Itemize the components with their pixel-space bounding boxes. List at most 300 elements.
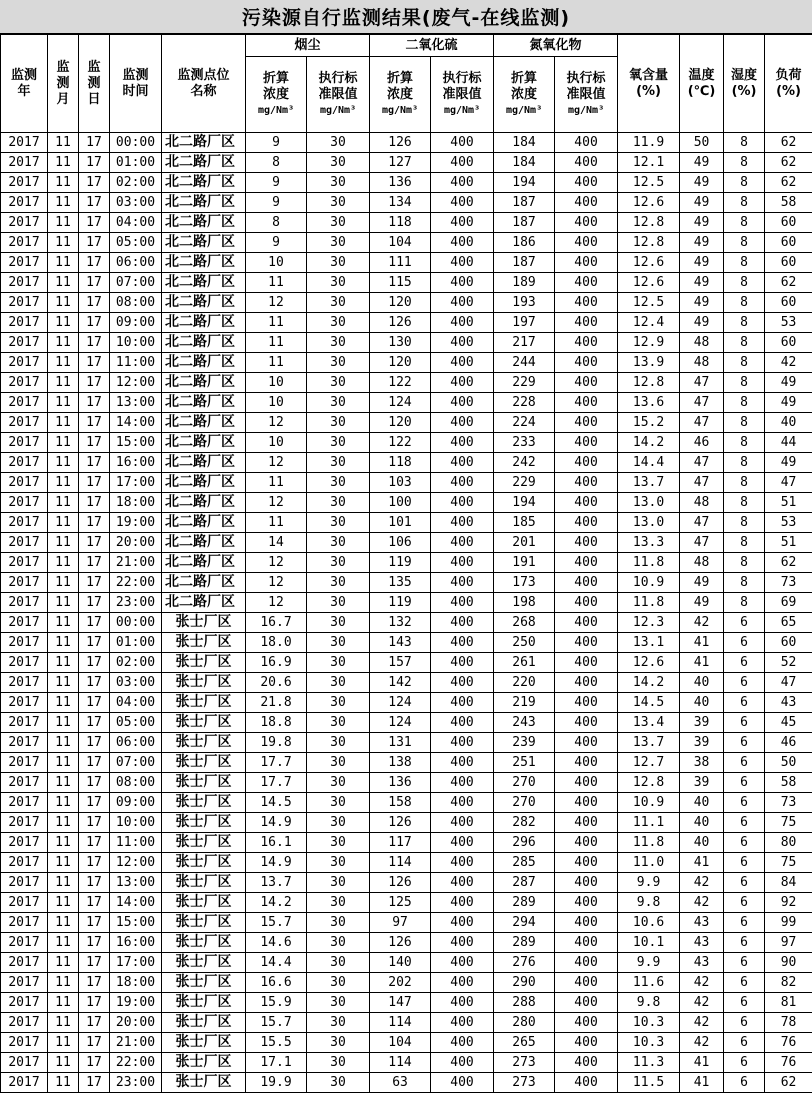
- cell-dust-conc: 10: [246, 373, 307, 393]
- cell-humidity: 8: [724, 513, 765, 533]
- cell-dust-conc: 9: [246, 133, 307, 153]
- header-humidity: 湿度 (%): [724, 35, 765, 133]
- cell-load: 62: [765, 1073, 812, 1093]
- cell-temp: 46: [680, 433, 724, 453]
- cell-so2-conc: 104: [370, 233, 431, 253]
- cell-nox-conc: 294: [494, 913, 555, 933]
- cell-day: 17: [79, 793, 110, 813]
- cell-oxygen: 13.0: [618, 513, 680, 533]
- cell-point: 北二路厂区: [162, 233, 246, 253]
- cell-load: 60: [765, 293, 812, 313]
- cell-dust-limit: 30: [307, 593, 370, 613]
- cell-day: 17: [79, 953, 110, 973]
- table-row: [1, 273, 812, 293]
- cell-dust-conc: 14.9: [246, 813, 307, 833]
- cell-load: 62: [765, 153, 812, 173]
- cell-year: 2017: [1, 513, 48, 533]
- cell-humidity: 6: [724, 653, 765, 673]
- cell-year: 2017: [1, 553, 48, 573]
- table-row: [1, 373, 812, 393]
- cell-dust-limit: 30: [307, 533, 370, 553]
- cell-dust-limit: 30: [307, 733, 370, 753]
- cell-time: 20:00: [110, 533, 162, 553]
- cell-oxygen: 9.9: [618, 873, 680, 893]
- cell-point: 张士厂区: [162, 673, 246, 693]
- table-row: [1, 853, 812, 873]
- cell-so2-limit: 400: [431, 1053, 494, 1073]
- cell-so2-conc: 131: [370, 733, 431, 753]
- cell-temp: 43: [680, 953, 724, 973]
- cell-nox-conc: 285: [494, 853, 555, 873]
- table-row: [1, 453, 812, 473]
- cell-dust-limit: 30: [307, 933, 370, 953]
- cell-point: 张士厂区: [162, 733, 246, 753]
- cell-oxygen: 10.3: [618, 1013, 680, 1033]
- cell-load: 62: [765, 133, 812, 153]
- cell-humidity: 6: [724, 973, 765, 993]
- cell-day: 17: [79, 593, 110, 613]
- cell-so2-conc: 122: [370, 433, 431, 453]
- table-row: [1, 653, 812, 673]
- cell-load: 69: [765, 593, 812, 613]
- cell-time: 13:00: [110, 873, 162, 893]
- cell-day: 17: [79, 1073, 110, 1093]
- cell-oxygen: 14.4: [618, 453, 680, 473]
- cell-humidity: 8: [724, 133, 765, 153]
- cell-day: 17: [79, 713, 110, 733]
- cell-day: 17: [79, 573, 110, 593]
- header-year: 监测 年: [1, 35, 48, 133]
- cell-point: 张士厂区: [162, 833, 246, 853]
- cell-year: 2017: [1, 153, 48, 173]
- cell-nox-conc: 273: [494, 1073, 555, 1093]
- cell-humidity: 8: [724, 253, 765, 273]
- cell-so2-limit: 400: [431, 353, 494, 373]
- cell-so2-conc: 122: [370, 373, 431, 393]
- cell-load: 75: [765, 813, 812, 833]
- cell-nox-conc: 229: [494, 473, 555, 493]
- cell-nox-conc: 289: [494, 893, 555, 913]
- cell-year: 2017: [1, 773, 48, 793]
- cell-nox-conc: 280: [494, 1013, 555, 1033]
- cell-humidity: 6: [724, 633, 765, 653]
- cell-so2-limit: 400: [431, 993, 494, 1013]
- cell-so2-conc: 126: [370, 133, 431, 153]
- cell-year: 2017: [1, 333, 48, 353]
- cell-load: 42: [765, 353, 812, 373]
- cell-point: 张士厂区: [162, 1033, 246, 1053]
- cell-dust-limit: 30: [307, 753, 370, 773]
- cell-humidity: 8: [724, 313, 765, 333]
- cell-so2-limit: 400: [431, 253, 494, 273]
- table-row: [1, 193, 812, 213]
- cell-dust-conc: 14.9: [246, 853, 307, 873]
- cell-oxygen: 10.6: [618, 913, 680, 933]
- cell-month: 11: [48, 813, 79, 833]
- cell-month: 11: [48, 213, 79, 233]
- cell-nox-conc: 270: [494, 773, 555, 793]
- cell-temp: 39: [680, 733, 724, 753]
- cell-time: 17:00: [110, 953, 162, 973]
- cell-nox-limit: 400: [555, 493, 618, 513]
- cell-dust-limit: 30: [307, 633, 370, 653]
- cell-so2-limit: 400: [431, 773, 494, 793]
- table-row: [1, 813, 812, 833]
- table-row: [1, 793, 812, 813]
- cell-dust-conc: 12: [246, 553, 307, 573]
- cell-time: 08:00: [110, 773, 162, 793]
- cell-dust-limit: 30: [307, 873, 370, 893]
- cell-dust-conc: 12: [246, 293, 307, 313]
- header-so2-conc: 折算 浓度 mg/Nm³: [370, 57, 431, 133]
- cell-time: 11:00: [110, 833, 162, 853]
- cell-nox-limit: 400: [555, 253, 618, 273]
- table-row: [1, 413, 812, 433]
- cell-month: 11: [48, 273, 79, 293]
- cell-time: 00:00: [110, 613, 162, 633]
- cell-oxygen: 15.2: [618, 413, 680, 433]
- cell-load: 81: [765, 993, 812, 1013]
- cell-temp: 49: [680, 233, 724, 253]
- cell-time: 03:00: [110, 193, 162, 213]
- cell-humidity: 8: [724, 173, 765, 193]
- cell-day: 17: [79, 973, 110, 993]
- cell-humidity: 6: [724, 1033, 765, 1053]
- cell-so2-conc: 124: [370, 393, 431, 413]
- cell-year: 2017: [1, 1053, 48, 1073]
- table-row: [1, 733, 812, 753]
- cell-nox-conc: 184: [494, 133, 555, 153]
- cell-day: 17: [79, 273, 110, 293]
- cell-so2-conc: 130: [370, 333, 431, 353]
- cell-year: 2017: [1, 473, 48, 493]
- cell-nox-limit: 400: [555, 473, 618, 493]
- cell-humidity: 6: [724, 853, 765, 873]
- table-row: [1, 493, 812, 513]
- table-row: [1, 313, 812, 333]
- cell-dust-conc: 14.4: [246, 953, 307, 973]
- cell-month: 11: [48, 533, 79, 553]
- cell-humidity: 8: [724, 473, 765, 493]
- cell-temp: 39: [680, 773, 724, 793]
- cell-year: 2017: [1, 853, 48, 873]
- cell-time: 22:00: [110, 1053, 162, 1073]
- cell-load: 40: [765, 413, 812, 433]
- cell-year: 2017: [1, 873, 48, 893]
- cell-so2-limit: 400: [431, 433, 494, 453]
- cell-day: 17: [79, 1053, 110, 1073]
- cell-day: 17: [79, 773, 110, 793]
- cell-temp: 48: [680, 333, 724, 353]
- cell-so2-conc: 120: [370, 293, 431, 313]
- cell-temp: 42: [680, 613, 724, 633]
- cell-day: 17: [79, 453, 110, 473]
- cell-so2-conc: 142: [370, 673, 431, 693]
- header-nox-limit: 执行标 准限值 mg/Nm³: [555, 57, 618, 133]
- cell-load: 90: [765, 953, 812, 973]
- cell-so2-limit: 400: [431, 893, 494, 913]
- cell-nox-conc: 229: [494, 373, 555, 393]
- cell-nox-limit: 400: [555, 173, 618, 193]
- cell-dust-limit: 30: [307, 453, 370, 473]
- cell-day: 17: [79, 853, 110, 873]
- cell-humidity: 8: [724, 333, 765, 353]
- cell-year: 2017: [1, 813, 48, 833]
- cell-load: 75: [765, 853, 812, 873]
- cell-load: 60: [765, 233, 812, 253]
- cell-load: 92: [765, 893, 812, 913]
- cell-month: 11: [48, 573, 79, 593]
- cell-day: 17: [79, 1013, 110, 1033]
- cell-time: 19:00: [110, 513, 162, 533]
- cell-time: 07:00: [110, 273, 162, 293]
- table-row: [1, 933, 812, 953]
- cell-dust-limit: 30: [307, 253, 370, 273]
- cell-so2-limit: 400: [431, 793, 494, 813]
- cell-humidity: 6: [724, 733, 765, 753]
- cell-humidity: 8: [724, 233, 765, 253]
- cell-dust-limit: 30: [307, 973, 370, 993]
- cell-dust-limit: 30: [307, 493, 370, 513]
- cell-dust-limit: 30: [307, 313, 370, 333]
- cell-day: 17: [79, 173, 110, 193]
- cell-dust-conc: 14.5: [246, 793, 307, 813]
- header-day: 监 测 日: [79, 35, 110, 133]
- cell-oxygen: 13.9: [618, 353, 680, 373]
- cell-temp: 41: [680, 853, 724, 873]
- cell-dust-limit: 30: [307, 273, 370, 293]
- cell-nox-conc: 296: [494, 833, 555, 853]
- cell-dust-limit: 30: [307, 673, 370, 693]
- cell-point: 张士厂区: [162, 953, 246, 973]
- table-row: [1, 233, 812, 253]
- cell-dust-limit: 30: [307, 1033, 370, 1053]
- cell-year: 2017: [1, 793, 48, 813]
- cell-nox-limit: 400: [555, 693, 618, 713]
- cell-year: 2017: [1, 413, 48, 433]
- cell-humidity: 6: [724, 813, 765, 833]
- cell-month: 11: [48, 933, 79, 953]
- cell-month: 11: [48, 153, 79, 173]
- cell-dust-conc: 15.7: [246, 913, 307, 933]
- cell-so2-conc: 140: [370, 953, 431, 973]
- cell-dust-conc: 12: [246, 593, 307, 613]
- cell-temp: 47: [680, 533, 724, 553]
- cell-humidity: 8: [724, 273, 765, 293]
- cell-humidity: 6: [724, 873, 765, 893]
- table-row: [1, 513, 812, 533]
- cell-day: 17: [79, 233, 110, 253]
- cell-so2-conc: 124: [370, 713, 431, 733]
- cell-oxygen: 12.3: [618, 613, 680, 633]
- cell-temp: 41: [680, 653, 724, 673]
- cell-year: 2017: [1, 573, 48, 593]
- cell-load: 78: [765, 1013, 812, 1033]
- cell-dust-conc: 9: [246, 233, 307, 253]
- cell-nox-limit: 400: [555, 373, 618, 393]
- cell-nox-limit: 400: [555, 593, 618, 613]
- cell-load: 76: [765, 1053, 812, 1073]
- cell-oxygen: 11.5: [618, 1073, 680, 1093]
- cell-dust-conc: 8: [246, 153, 307, 173]
- cell-temp: 40: [680, 793, 724, 813]
- cell-dust-conc: 10: [246, 393, 307, 413]
- cell-nox-conc: 228: [494, 393, 555, 413]
- cell-humidity: 8: [724, 213, 765, 233]
- cell-dust-limit: 30: [307, 773, 370, 793]
- cell-year: 2017: [1, 453, 48, 473]
- cell-load: 58: [765, 193, 812, 213]
- cell-humidity: 6: [724, 673, 765, 693]
- cell-day: 17: [79, 1033, 110, 1053]
- cell-oxygen: 14.5: [618, 693, 680, 713]
- cell-load: 52: [765, 653, 812, 673]
- cell-nox-limit: 400: [555, 953, 618, 973]
- cell-oxygen: 11.8: [618, 593, 680, 613]
- table-row: [1, 153, 812, 173]
- cell-dust-conc: 21.8: [246, 693, 307, 713]
- cell-point: 张士厂区: [162, 853, 246, 873]
- cell-nox-limit: 400: [555, 393, 618, 413]
- cell-point: 张士厂区: [162, 893, 246, 913]
- cell-so2-limit: 400: [431, 173, 494, 193]
- cell-day: 17: [79, 813, 110, 833]
- cell-day: 17: [79, 833, 110, 853]
- table-row: [1, 433, 812, 453]
- cell-dust-limit: 30: [307, 553, 370, 573]
- cell-month: 11: [48, 913, 79, 933]
- cell-point: 张士厂区: [162, 813, 246, 833]
- cell-point: 张士厂区: [162, 933, 246, 953]
- cell-month: 11: [48, 233, 79, 253]
- cell-nox-conc: 242: [494, 453, 555, 473]
- cell-day: 17: [79, 473, 110, 493]
- cell-month: 11: [48, 493, 79, 513]
- cell-so2-conc: 104: [370, 1033, 431, 1053]
- cell-so2-conc: 135: [370, 573, 431, 593]
- cell-dust-limit: 30: [307, 293, 370, 313]
- cell-load: 51: [765, 533, 812, 553]
- table-row: [1, 353, 812, 373]
- cell-load: 60: [765, 213, 812, 233]
- cell-dust-conc: 12: [246, 453, 307, 473]
- cell-so2-conc: 126: [370, 873, 431, 893]
- cell-so2-conc: 136: [370, 173, 431, 193]
- cell-dust-limit: 30: [307, 913, 370, 933]
- cell-dust-limit: 30: [307, 993, 370, 1013]
- cell-so2-conc: 101: [370, 513, 431, 533]
- cell-load: 53: [765, 313, 812, 333]
- cell-so2-limit: 400: [431, 473, 494, 493]
- cell-so2-limit: 400: [431, 413, 494, 433]
- table-row: [1, 953, 812, 973]
- cell-nox-limit: 400: [555, 933, 618, 953]
- cell-nox-limit: 400: [555, 433, 618, 453]
- cell-nox-limit: 400: [555, 773, 618, 793]
- cell-nox-conc: 282: [494, 813, 555, 833]
- cell-point: 张士厂区: [162, 873, 246, 893]
- monitoring-table: [0, 34, 812, 1093]
- cell-year: 2017: [1, 433, 48, 453]
- cell-month: 11: [48, 853, 79, 873]
- cell-month: 11: [48, 633, 79, 653]
- cell-oxygen: 10.9: [618, 793, 680, 813]
- cell-temp: 43: [680, 913, 724, 933]
- cell-dust-conc: 18.8: [246, 713, 307, 733]
- cell-day: 17: [79, 533, 110, 553]
- cell-time: 01:00: [110, 153, 162, 173]
- cell-dust-limit: 30: [307, 433, 370, 453]
- cell-day: 17: [79, 693, 110, 713]
- table-row: [1, 753, 812, 773]
- cell-humidity: 6: [724, 893, 765, 913]
- cell-time: 04:00: [110, 213, 162, 233]
- cell-so2-conc: 125: [370, 893, 431, 913]
- cell-point: 北二路厂区: [162, 173, 246, 193]
- cell-year: 2017: [1, 1013, 48, 1033]
- cell-dust-conc: 15.7: [246, 1013, 307, 1033]
- table-row: [1, 533, 812, 553]
- cell-load: 80: [765, 833, 812, 853]
- cell-dust-conc: 12: [246, 573, 307, 593]
- cell-nox-limit: 400: [555, 713, 618, 733]
- cell-month: 11: [48, 793, 79, 813]
- cell-year: 2017: [1, 753, 48, 773]
- cell-dust-limit: 30: [307, 1013, 370, 1033]
- cell-load: 62: [765, 273, 812, 293]
- table-row: [1, 613, 812, 633]
- cell-load: 60: [765, 253, 812, 273]
- cell-dust-conc: 14.6: [246, 933, 307, 953]
- cell-so2-conc: 127: [370, 153, 431, 173]
- table-row: [1, 773, 812, 793]
- cell-month: 11: [48, 973, 79, 993]
- cell-time: 06:00: [110, 733, 162, 753]
- cell-so2-conc: 138: [370, 753, 431, 773]
- cell-dust-conc: 9: [246, 173, 307, 193]
- cell-point: 张士厂区: [162, 913, 246, 933]
- cell-oxygen: 12.5: [618, 293, 680, 313]
- cell-month: 11: [48, 1053, 79, 1073]
- cell-humidity: 6: [724, 833, 765, 853]
- cell-temp: 42: [680, 1033, 724, 1053]
- cell-month: 11: [48, 993, 79, 1013]
- cell-dust-conc: 11: [246, 333, 307, 353]
- cell-year: 2017: [1, 313, 48, 333]
- cell-point: 北二路厂区: [162, 473, 246, 493]
- cell-so2-limit: 400: [431, 453, 494, 473]
- cell-so2-limit: 400: [431, 373, 494, 393]
- cell-oxygen: 12.6: [618, 653, 680, 673]
- cell-nox-conc: 287: [494, 873, 555, 893]
- cell-month: 11: [48, 193, 79, 213]
- cell-so2-limit: 400: [431, 813, 494, 833]
- cell-nox-conc: 198: [494, 593, 555, 613]
- cell-nox-conc: 201: [494, 533, 555, 553]
- cell-nox-conc: 219: [494, 693, 555, 713]
- cell-humidity: 6: [724, 993, 765, 1013]
- cell-oxygen: 14.2: [618, 433, 680, 453]
- cell-year: 2017: [1, 633, 48, 653]
- table-row: [1, 833, 812, 853]
- cell-nox-limit: 400: [555, 653, 618, 673]
- cell-so2-conc: 115: [370, 273, 431, 293]
- header-so2-limit: 执行标 准限值 mg/Nm³: [431, 57, 494, 133]
- cell-nox-conc: 270: [494, 793, 555, 813]
- cell-oxygen: 12.8: [618, 213, 680, 233]
- cell-dust-limit: 30: [307, 513, 370, 533]
- table-row: [1, 633, 812, 653]
